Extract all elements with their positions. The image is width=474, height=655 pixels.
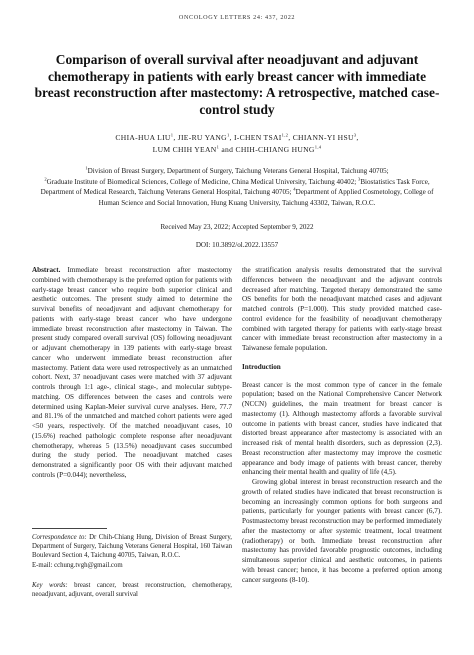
author-list [40, 132, 434, 156]
intro-paragraph-2: Growing global interest in breast reconstruction research and the growth of related studies have indicated that breast reconstruction is becoming an increasingly common options for both surgeons and patients, particularly for younger patients with breast cancer (6,7). Postmastectomy breast reconstruction may be performed immediately after the mastectomy or after systemic treatment, local treatment (radiotherapy) or both. Immediate breast reconstruction after mastectomy has provided favorable prognostic outcomes, including simultaneous superior clinical and aesthetic outcomes, in patients with breast cancer; hence, it has become a preferred option among cancer surgeons (8-10). [242, 478, 442, 584]
affiliation-1: $^1$Division of Breast Surgery, Department of Surgery, Taichung Veterans General Hospital, Taichung 40705; [85, 165, 389, 175]
keywords-note [32, 581, 232, 599]
author-2: JIE-RU YANG$^1$, [177, 132, 234, 142]
running-head: ONCOLOGY LETTERS 24: 437, 2022 [178, 14, 296, 21]
article-dates: Received May 23, 2022; Accepted September 9, 2022 [160, 223, 314, 231]
affiliation-3: $^3$Biostatistics Task Force, Department of Medical Research, Taichung Veterans General Hospital, Taichung 40705; [40, 176, 430, 197]
right-column [242, 266, 442, 585]
footnote-divider [32, 528, 107, 529]
keywords-label: Key words: [32, 582, 68, 589]
author-6: CHIH-CHIANG HUNG$^{1,4}$ [235, 144, 322, 154]
author-5: LUM CHIH YEAN$^1$ and [152, 144, 236, 154]
abstract-text-right: the stratification analysis results demonstrated that the survival differences between the neoadjuvant and the adjuvant controls decreased after matching. Targeted therapy demonstrated the same OS benefits for both the neoadjuvant matched cases and adjuvant matched controls (P=1.000). This study provided matched case-control evidence for the feasibility of neoadjuvant chemotherapy combined with targeted therapy for patients with early-stage breast cancer with immediate breast reconstruction after mastectomy in a Taiwanese female population. [242, 266, 442, 352]
affiliations [30, 166, 444, 208]
doi-link[interactable]: DOI: 10.3892/ol.2022.13557 [195, 241, 279, 249]
abstract-label: Abstract. [32, 266, 61, 274]
left-column [32, 266, 232, 481]
correspondence-note [32, 533, 232, 570]
author-4: CHIANN-YI HSU$^3$, [292, 132, 359, 142]
intro-paragraph-1: Breast cancer is the most common type of cancer in the female population; based on the National Comprehensive Cancer Network (NCCN) guidelines, the main treatment for breast cancer is mastectomy (1). Although mastectomy affords a favorable survival outcome in patients with breast cancer, studies have indicated that distorted breast appearance after mastectomy is associated with an increased risk of mental health disorders, such as depression (2,3). Breast reconstruction after mastectomy may improve the cosmetic appearance and body image of patients with breast cancer, thereby enhancing their mental health and quality of life (4,5). [242, 380, 442, 477]
correspondence-text: Dr Chih-Chiang Hung, Division of Breast Surgery, Department of Surgery, Taichung Veterans General Hospital, 160 Taiwan Boulevard Section 4, Taichung 40705, Taiwan, R.O.C. [32, 534, 232, 560]
keywords-text: breast cancer, breast reconstruction, chemotherapy, neoadjuvant, adjuvant, overall survival [32, 582, 232, 599]
author-3: I-CHEN TSAI$^{1,2}$, [233, 132, 293, 142]
correspondence-email[interactable]: E-mail: cchung.tvgh@gmail.com [32, 561, 123, 569]
section-heading-introduction: Introduction [242, 362, 281, 371]
abstract-text-left: Immediate breast reconstruction after mastectomy combined with chemotherapy is the preferred option for patients with early-stage breast cancer who require both superior clinical and aesthetic outcomes. The present study aimed to determine the survival benefits of neoadjuvant and adjuvant chemotherapy for patients with early-stage breast cancer who have undergone immediate breast reconstruction after mastectomy in Taiwan. The present study compared overall survival (OS) following neoadjuvant or adjuvant chemotherapy in 139 patients with early-stage breast cancer who underwent immediate breast reconstruction after mastectomy. Patient data were used retrospectively as an unmatched cohort. Next, 37 neoadjuvant cases were matched with 37 adjuvant controls through 1:1 age-, clinical stage-, and molecular subtype-matching. OS differences between the cases and controls were determined using Kaplan-Meier survival curve analyses. Here, 77.7 and 81.1% of the unmatched and matched cohort patients were aged <50 years, respectively. Of the matched neoadjuvant cases, 10 (15.6%) reached pathologic complete response after neoadjuvant chemotherapy, whereas 5 (13.5%) neoadjuvant cases succumbed during the study period. The neoadjuvant matched cases demonstrated a significantly poor OS with their adjuvant matched controls (P=0.044); nevertheless, [32, 266, 232, 479]
affiliation-4: $^4$Department of Applied Cosmetology, College of Human Science and Social Innovation, Hung Kuang University, Taichung 43302, Taiwan, R.O.C. [98, 186, 434, 207]
article-title: Comparison of overall survival after neoadjuvant and adjuvant chemotherapy in patients with early breast cancer with immediate breast reconstruction after mastectomy: A retrospective, matched case-control study [34, 52, 440, 117]
affiliation-2: $^2$Graduate Institute of Biomedical Sciences, College of Medicine, China Medical University, Taichung 40402; [44, 176, 359, 186]
author-1: CHIA-HUA LIU$^1$, [115, 132, 178, 142]
correspondence-label: Correspondence to: [32, 534, 87, 541]
abstract-paragraph [32, 266, 232, 481]
